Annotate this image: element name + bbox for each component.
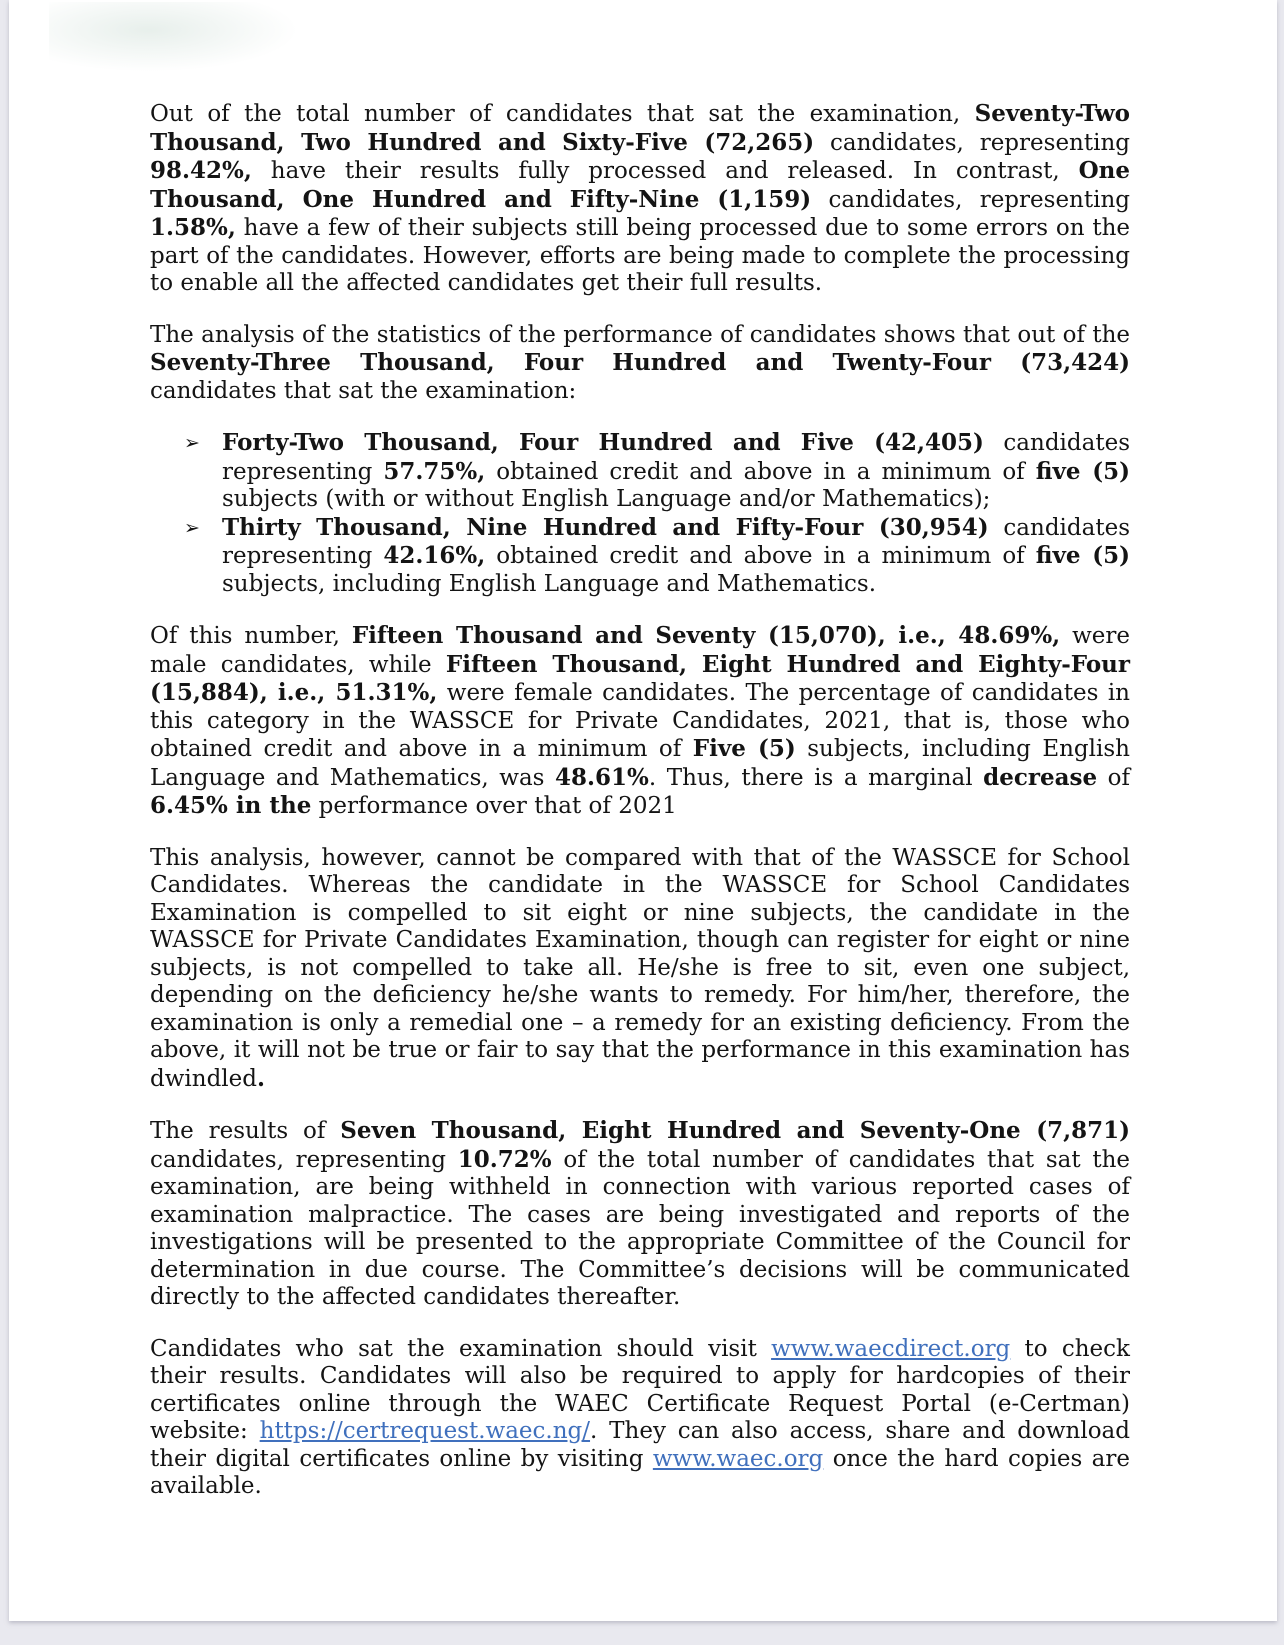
- text-run: obtained credit and above in a minimum of: [485, 458, 1036, 485]
- text-run: The analysis of the statistics of the performance of candidates shows that out of the: [150, 321, 1130, 348]
- paragraph: [150, 622, 1130, 821]
- list-item: [150, 429, 1130, 514]
- paragraph: [150, 845, 1130, 1094]
- bold-text-run: Thirty Thousand, Nine Hundred and Fifty-Four (30,954): [222, 513, 989, 541]
- bold-text-run: One Thousand, One Hundred and Fifty-Nine (1,159): [150, 157, 1130, 213]
- bold-text-run: decrease: [983, 763, 1098, 791]
- bold-text-run: Seventy-Three Thousand, Four Hundred and Twenty-Four (73,424): [150, 349, 1130, 376]
- document-body: [150, 100, 1130, 1525]
- text-run: were female candidates. The percentage of candidates in this category in the WASSCE for Private Candidates, 2021, that is, those who obtained credit and above in a minimum of: [150, 680, 1130, 762]
- bold-text-run: 48.61%: [555, 763, 649, 791]
- text-run: of: [1097, 764, 1130, 791]
- text-run: candidates, representing: [814, 129, 1130, 156]
- bold-text-run: five (5): [1035, 542, 1131, 569]
- text-run: The results of: [150, 1118, 341, 1144]
- bold-text-run: Seven Thousand, Eight Hundred and Seventy-One (7,871): [340, 1117, 1130, 1144]
- text-run: to check their results. Candidates will also be required to apply for hardcopies of their certificates online through the WAEC Certificate Request Portal (e-Certman) website:: [150, 1335, 1130, 1444]
- text-run: were male candidates, while: [150, 623, 1130, 678]
- text-run: candidates representing: [222, 514, 1130, 569]
- bold-text-run: .: [257, 1064, 266, 1092]
- hyperlink[interactable]: www.waec.org: [652, 1445, 824, 1472]
- text-run: subjects, including English Language and Mathematics.: [222, 570, 877, 597]
- hyperlink[interactable]: https://certrequest.waec.ng/: [259, 1418, 591, 1444]
- bold-text-run: Five (5): [692, 735, 796, 762]
- bold-text-run: Forty-Two Thousand, Four Hundred and Five (42,405): [222, 429, 984, 456]
- list-item: [150, 514, 1130, 599]
- text-run: have a few of their subjects still being processed due to some errors on the part of the candidates. However, efforts are being made to complete the processing to enable all the affected candidates get their full results.: [150, 215, 1130, 296]
- text-run: obtained credit and above in a minimum of: [485, 543, 1036, 569]
- bold-text-run: 42.16%,: [383, 542, 486, 569]
- text-run: candidates representing: [222, 430, 1130, 485]
- bullet-arrow-icon: ➢: [184, 516, 200, 539]
- paragraph: [150, 1336, 1130, 1501]
- bold-text-run: 98.42%,: [150, 157, 252, 184]
- text-run: of the total number of candidates that sat the examination, are being withheld in connection with various reported cases of examination malpractice. The cases are being investigated and reports of the investigations will be presented to the appropriate Committee of the Council for determination in due course. The Committee’s decisions will be communicated directly to the affected candidates thereafter.: [150, 1146, 1131, 1310]
- page-corner-artifact: [49, 2, 299, 72]
- text-run: subjects (with or without English Language and/or Mathematics);: [222, 486, 991, 512]
- text-run: candidates that sat the examination:: [150, 377, 577, 404]
- text-run: . Thus, there is a marginal: [648, 764, 984, 791]
- text-run: once the hard copies are available.: [150, 1445, 1130, 1499]
- text-run: Candidates who sat the examination should visit: [150, 1335, 772, 1362]
- text-run: candidates, representing: [150, 1146, 458, 1173]
- bold-text-run: Fifteen Thousand, Eight Hundred and Eighty-Four (15,884), i.e., 51.31%,: [150, 650, 1130, 706]
- text-run: This analysis, however, cannot be compared with that of the WASSCE for School Candidates. Whereas the candidate in the WASSCE for School Candidates Examination is compelled to sit eight or nine subjects, the candidate in the WASSCE for Private Candidates Examination, though can register for eight or nine subjects, is not compelled to take all. He/she is free to sit, even one subject, depending on the deficiency he/she wants to remedy. For him/her, therefore, the examination is only a remedial one – a remedy for an existing deficiency. From the above, it will not be true or fair to say that the performance in this examination has dwindled: [150, 844, 1130, 1092]
- text-run: subjects, including English Language and Mathematics, was: [150, 736, 1130, 791]
- bold-text-run: 1.58%,: [150, 214, 236, 241]
- paragraph: [150, 322, 1130, 406]
- text-run: Out of the total number of candidates that sat the examination,: [150, 101, 975, 127]
- text-run: . They can also access, share and download their digital certificates online by visiting: [150, 1418, 1130, 1472]
- text-run: performance over that of 2021: [311, 793, 677, 819]
- text-run: candidates, representing: [811, 186, 1130, 213]
- document-page: [9, 0, 1277, 1621]
- bullet-arrow-icon: ➢: [184, 432, 200, 454]
- bold-text-run: Seventy-Two Thousand, Two Hundred and Sixty-Five (72,265): [150, 100, 1130, 156]
- bold-text-run: 57.75%,: [383, 457, 486, 485]
- paragraph: [150, 100, 1130, 298]
- bold-text-run: 6.45% in the: [150, 792, 312, 819]
- paragraph: [150, 1117, 1130, 1312]
- hyperlink[interactable]: www.waecdirect.org: [771, 1335, 1011, 1362]
- bold-text-run: 10.72%: [457, 1145, 552, 1173]
- text-run: Of this number,: [150, 623, 352, 649]
- text-run: have their results fully processed and released. In contrast,: [251, 158, 1079, 184]
- bold-text-run: Fifteen Thousand and Seventy (15,070), i.e., 48.69%,: [351, 622, 1061, 649]
- bold-text-run: five (5): [1035, 457, 1131, 485]
